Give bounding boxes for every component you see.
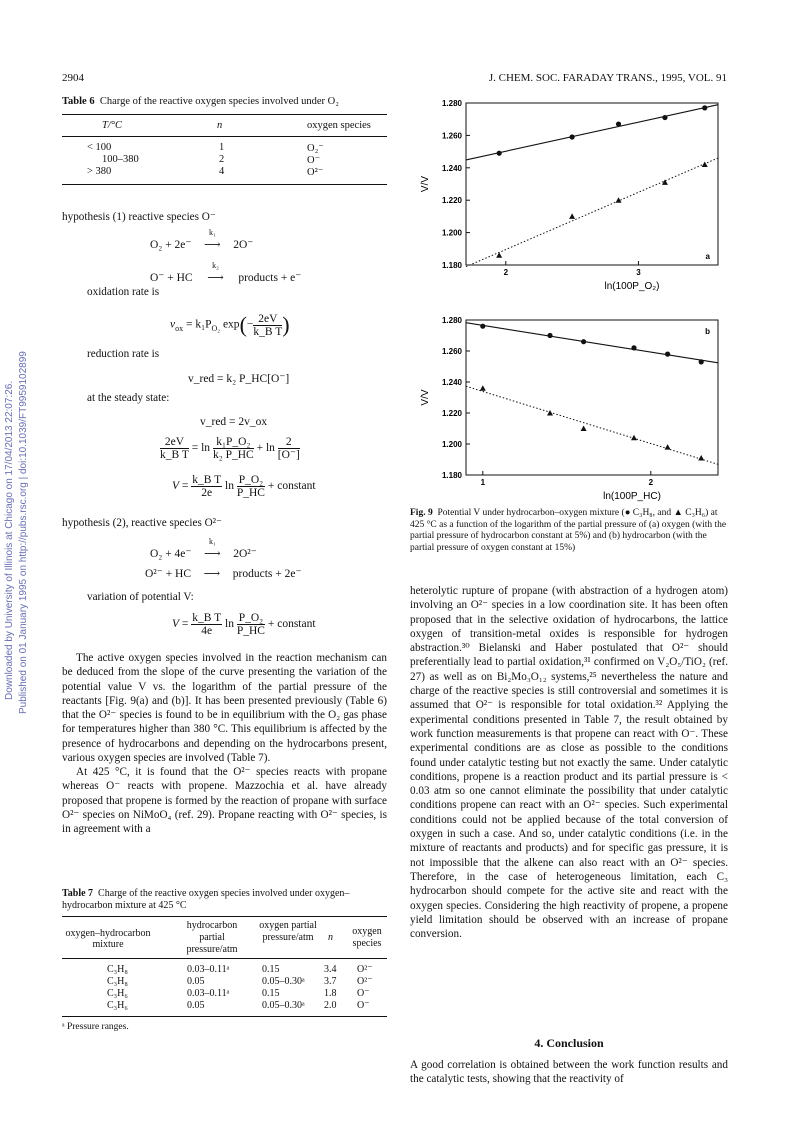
table7-cell: 3.4 (324, 964, 337, 975)
table6-cell: O⁻ (307, 155, 321, 166)
figure-9-caption-text: Potential V under hydrocarbon–oxygen mixture (● C₃H₈, and ▲ C₃H₆) at 425 °C as a function of the logarithm of the partial pressure of (a) oxygen (with the partial pressure of hydrocarbon constant at 5%) and (b) hydrocarbon (with the partial pressure of oxygen constant at 15%) (410, 508, 727, 553)
paragraph-conclusion: A good correlation is obtained between the work function results and the catalytic tests, showing that the reactivity of (410, 1059, 728, 1086)
table7-header: hydrocarbon partial pressure/atm (186, 920, 238, 955)
eq1-lhs: O₂ + 2e⁻ (150, 239, 192, 251)
table7-cell: 2.0 (324, 1000, 337, 1011)
series-line-propane (466, 323, 718, 363)
x-tick-label: 2 (503, 268, 509, 277)
equation-6: $\frac{2eV}{\text{k\_B T}}$ = ln $\frac{\text{k₁P\_O₂}}{\text{k₂ P\_HC}}$ + ln $\frac{2}{[O^-]}$ (160, 436, 300, 461)
table7-cell: C₃H₆ (107, 988, 128, 999)
figure-9b-plot (410, 310, 728, 505)
y-tick-label: 1.280 (441, 99, 462, 108)
table7-cell: O²⁻ (357, 964, 373, 975)
eq8-lhs: O₂ + 4e⁻ (150, 548, 192, 560)
table7-footnote: ᵃ Pressure ranges. (62, 1022, 129, 1032)
data-point-propane (570, 134, 575, 139)
eq8-arrow: k₁ ⟶ (194, 546, 230, 560)
x-axis-label: ln(100P_HC) (603, 491, 661, 502)
data-point-propane (702, 105, 707, 110)
equation-3: $v_{ox} = k_1P_{O_2}$ exp(− $\frac{2eV}{\text{k\_B T}}$ ) (170, 312, 290, 338)
journal-header: J. CHEM. SOC. FARADAY TRANS., 1995, VOL. 91 (488, 72, 727, 84)
series-line-propene (466, 386, 718, 464)
figure-9-caption-label: Fig. 9 (410, 508, 433, 518)
table7-cell: 1.8 (324, 988, 337, 999)
table7-cell: C₃H₆ (107, 1000, 128, 1011)
table7-header: oxygen species (352, 926, 382, 949)
equation-5: v_red = 2v_ox (200, 416, 268, 428)
eq6-mid-num: k₁P_O₂ (213, 436, 254, 449)
plot-frame (466, 103, 718, 265)
x-tick-label: 1 (480, 478, 486, 487)
table7-cell: 0.05 (187, 976, 205, 987)
reduction-rate-label: reduction rate is (87, 348, 160, 360)
table7-cell: 0.05–0.30ᵃ (262, 1000, 305, 1011)
y-tick-label: 1.280 (441, 316, 462, 325)
table7-header: oxygen partial pressure/atm (259, 920, 317, 943)
table7-cell: 0.15 (262, 988, 280, 999)
equation-7: V = $\frac{\text{k\_B T}}{2e}$ ln $\frac{\text{P\_O₂}}{P\_HC}$ + constant (172, 474, 316, 499)
y-axis-label: V/V (420, 389, 431, 406)
data-point-propane (581, 339, 586, 344)
table6 (62, 112, 387, 187)
figure-9b (410, 310, 728, 505)
figure-9-caption (410, 508, 728, 554)
y-tick-label: 1.260 (441, 131, 462, 141)
eq8-rhs: 2O²⁻ (233, 548, 257, 560)
y-tick-label: 1.200 (441, 440, 462, 449)
eq3-frac-den: k_B T (253, 325, 283, 338)
table6-header-temp: T/°C (102, 120, 122, 131)
y-tick-label: 1.200 (441, 228, 462, 238)
data-point-propene (631, 435, 637, 441)
table6-cell: 4 (219, 166, 225, 177)
eq9-arrow: ⟶ (203, 568, 221, 580)
data-point-propane (631, 345, 636, 350)
eq3-frac-num: 2eV (253, 313, 282, 326)
table6-cell: 100–380 (102, 154, 139, 165)
eq6-right-num: 2 (278, 436, 300, 449)
eq10-tail: + constant (267, 618, 316, 631)
page-number: 2904 (62, 72, 84, 84)
data-point-propane (616, 121, 621, 126)
eq3-sub: O₂ (211, 323, 221, 333)
table7-cell: O²⁻ (357, 976, 373, 987)
table7-caption (62, 888, 387, 912)
eq2-rhs: products + e⁻ (238, 272, 302, 284)
eq10-b-num: P_O₂ (238, 612, 264, 624)
table6-cell: < 100 (87, 142, 112, 153)
eq9-rhs: products + 2e⁻ (232, 568, 302, 580)
eq6-right-den: [O⁻] (277, 449, 300, 461)
table6-cell: > 380 (87, 166, 112, 177)
x-tick-label: 2 (648, 478, 654, 487)
eq2-lhs: O⁻ + HC (150, 272, 193, 284)
data-point-propane (665, 352, 670, 357)
table7-cell: 0.03–0.11ᵃ (187, 988, 230, 999)
eq7-a-den: 2e (201, 487, 213, 499)
table6-cell: 1 (219, 142, 225, 153)
data-point-propene (581, 426, 587, 432)
data-point-propene (547, 410, 553, 416)
eq10-a-den: 4e (201, 625, 213, 637)
table6-header-species: oxygen species (307, 120, 371, 131)
data-point-propene (480, 385, 486, 391)
download-watermark-line2: Published on 01 January 1995 on http://pubs.rsc.org | doi:10.1039/FT9959102899 (18, 351, 29, 714)
table7-header: oxygen–hydrocarbon mixture (65, 928, 151, 950)
eq1-rhs: 2O⁻ (233, 239, 254, 251)
download-watermark (4, 300, 32, 714)
eq3-v: v (170, 318, 176, 331)
eq9-lhs: O²⁻ + HC (145, 568, 192, 580)
paragraph-mechanism: The active oxygen species involved in the reaction mechanism can be deduced from the slope of the curve presenting the variation of the potential value V vs. the logarithm of the partial pressure of the reactants [Fig. 9(a) and (b)]. It has been presented previously (Table 6) that the O²⁻ species is found to be in equilibrium with the O₂ gas phase for temperatures higher than 380 °C. This equilibrium is affected by the presence of hydrocarbons and depending on the hydrocarbons present, various oxygen species are involved (Table 7). (62, 652, 387, 765)
eq7-a-num: k_B T (192, 474, 222, 486)
table7-cell: 3.7 (324, 976, 337, 987)
x-axis-label: ln(100P_O₂) (604, 281, 660, 292)
eq7-b-den: P_HC (236, 487, 265, 499)
eq3-v-sub: ox (175, 323, 184, 333)
eq7-tail: + constant (267, 480, 316, 493)
y-tick-label: 1.180 (441, 261, 462, 270)
series-line-propane (466, 105, 718, 160)
table6-cell: O₂⁻ (307, 143, 324, 154)
eq6-mid-den: k₂ P_HC (212, 449, 254, 461)
eq1-rate-constant: k₁ (208, 228, 216, 237)
oxidation-rate-label: oxidation rate is (87, 286, 160, 298)
eq6-left-num: 2eV (160, 436, 189, 449)
table7-cell: C₃H₈ (107, 964, 128, 975)
table7-cell: O⁻ (357, 1000, 370, 1011)
panel-letter: b (705, 327, 710, 336)
y-tick-label: 1.260 (441, 347, 462, 356)
table7-cell: 0.03–0.11ᵃ (187, 964, 230, 975)
data-point-propane (699, 359, 704, 364)
equation-9 (145, 566, 302, 580)
eq3-exp: exp (220, 318, 240, 331)
table6-cell: 2 (219, 154, 225, 165)
eq8-rate-constant: k₁ (208, 537, 216, 546)
equation-1 (150, 228, 254, 251)
y-tick-label: 1.240 (441, 163, 462, 173)
table7-cell: 0.15 (262, 964, 280, 975)
figure-9a-plot (410, 95, 728, 295)
table7-header: n (328, 932, 333, 943)
section-conclusion-title: 4. Conclusion (534, 1036, 604, 1050)
table7-caption-label: Table 7 (62, 888, 94, 899)
table6-caption-label: Table 6 (62, 96, 95, 107)
y-tick-label: 1.220 (441, 196, 462, 206)
data-point-propane (547, 333, 552, 338)
data-point-propene (698, 455, 704, 461)
paragraph-425c: At 425 °C, it is found that the O²⁻ species reacts with propane whereas O⁻ reacts with propene. Mazzochia et al. have already proposed that propene is formed by the reaction of propane with surface O²⁻ species on NiMoO₄ (ref. 29). Propane reacting with O²⁻ species, is in agreement with a (62, 766, 387, 836)
table6-caption-text: Charge of the reactive oxygen species involved under O₂ (99, 96, 339, 107)
data-point-propane (497, 151, 502, 156)
equation-8 (150, 537, 257, 560)
eq10-a-num: k_B T (192, 612, 222, 624)
table7-cell: C₃H₈ (107, 976, 128, 987)
table7-caption-text: Charge of the reactive oxygen species involved under oxygen–hydrocarbon mixture at 425 °C (62, 888, 350, 911)
data-point-propane (662, 115, 667, 120)
table7-cell: 0.05 (187, 1000, 205, 1011)
steady-state-label: at the steady state: (87, 392, 170, 404)
x-tick-label: 3 (636, 268, 641, 277)
equation-10: V = $\frac{\text{k\_B T}}{4e}$ ln $\frac{\text{P\_O₂}}{P\_HC}$ + constant (172, 612, 316, 637)
table6-caption (62, 96, 339, 107)
data-point-propene (569, 213, 575, 219)
variation-label: variation of potential V: (87, 591, 194, 603)
table6-header-n: n (217, 120, 223, 131)
table7-cell: 0.05–0.30ᵃ (262, 976, 305, 987)
panel-letter: a (705, 252, 710, 261)
table7 (62, 914, 387, 1034)
data-point-propane (480, 324, 485, 329)
eq7-b-num: P_O₂ (238, 474, 264, 486)
series-line-propene (466, 158, 718, 267)
data-point-propene (702, 162, 708, 168)
hypothesis-2: hypothesis (2), reactive species O²⁻ (62, 517, 222, 529)
equation-2 (150, 261, 302, 284)
table6-cell: O²⁻ (307, 167, 324, 178)
data-point-propene (496, 252, 502, 258)
eq2-rate-constant: k₂ (212, 261, 219, 270)
y-axis-label: V/V (420, 175, 431, 193)
equation-4: v_red = k₂ P_HC[O⁻] (188, 373, 290, 385)
data-point-propene (665, 444, 671, 450)
paragraph-heterolytic: heterolytic rupture of propane (with abstraction of a hydrogen atom) involving an O²⁻ species in a low coordination site. It has been often proposed that in the selective oxidation of hydrocarbons, the lattice oxygen of transition-metal oxides is responsible for hydrogen abstraction.³⁰ Bielanski and Haber postulated that O²⁻ should preferentially lead to partial oxidation,³¹ confirmed on V₂O₅/TiO₂ (ref. 27) as well as on Bi₂Mo₃O₁₂ systems,²⁵ nevertheless the nature and charge of the reactive species is still controversial and sometimes it is assumed that O²⁻ is responsible for total oxidation.³² Applying the experimental conditions presented in Table 7, the result obtained by work function measurements is that propene can react with O⁻. These experimental conditions are as close as possible to the conditions found under catalytic testing but not exactly the same. Under catalytic conditions, propene is a reaction product and its partial pressure is < 0.03 atm so one cannot eliminate the possibility that under catalytic conditions propene can react with an O²⁻ species. Such experimental conditions could not be applied because of the total conversion of oxygen in such a case. And so, under catalytic conditions (i.e. in the mixture of reactants and products) and for specific gas pressure, it is not impossible that the alkene can also react with an O²⁻ species. Therefore, in the case of heterogeneous limitation, each C₃ hydrocarbon should compete for the active site and react with the oxygen species. Considering the high reactivity of propene, a propene yield limitation should be observed with an increase of propane conversion. (410, 585, 728, 941)
table7-cell: O⁻ (357, 988, 370, 999)
figure-9a (410, 95, 728, 295)
download-watermark-line1: Downloaded by University of Illinois at Chicago on 17/04/2013 22:07:26. (4, 380, 15, 700)
y-tick-label: 1.220 (441, 409, 462, 418)
eq1-arrow: k₁ ⟶ (194, 237, 230, 251)
eq10-b-den: P_HC (236, 625, 265, 637)
y-tick-label: 1.180 (441, 471, 462, 480)
hypothesis-1: hypothesis (1) reactive species O⁻ (62, 211, 216, 223)
y-tick-label: 1.240 (441, 378, 462, 387)
eq2-arrow: k₂ ⟶ (195, 270, 235, 284)
eq6-left-den: k_B T (160, 449, 189, 461)
eq3-mid: = k₁P (183, 318, 212, 331)
